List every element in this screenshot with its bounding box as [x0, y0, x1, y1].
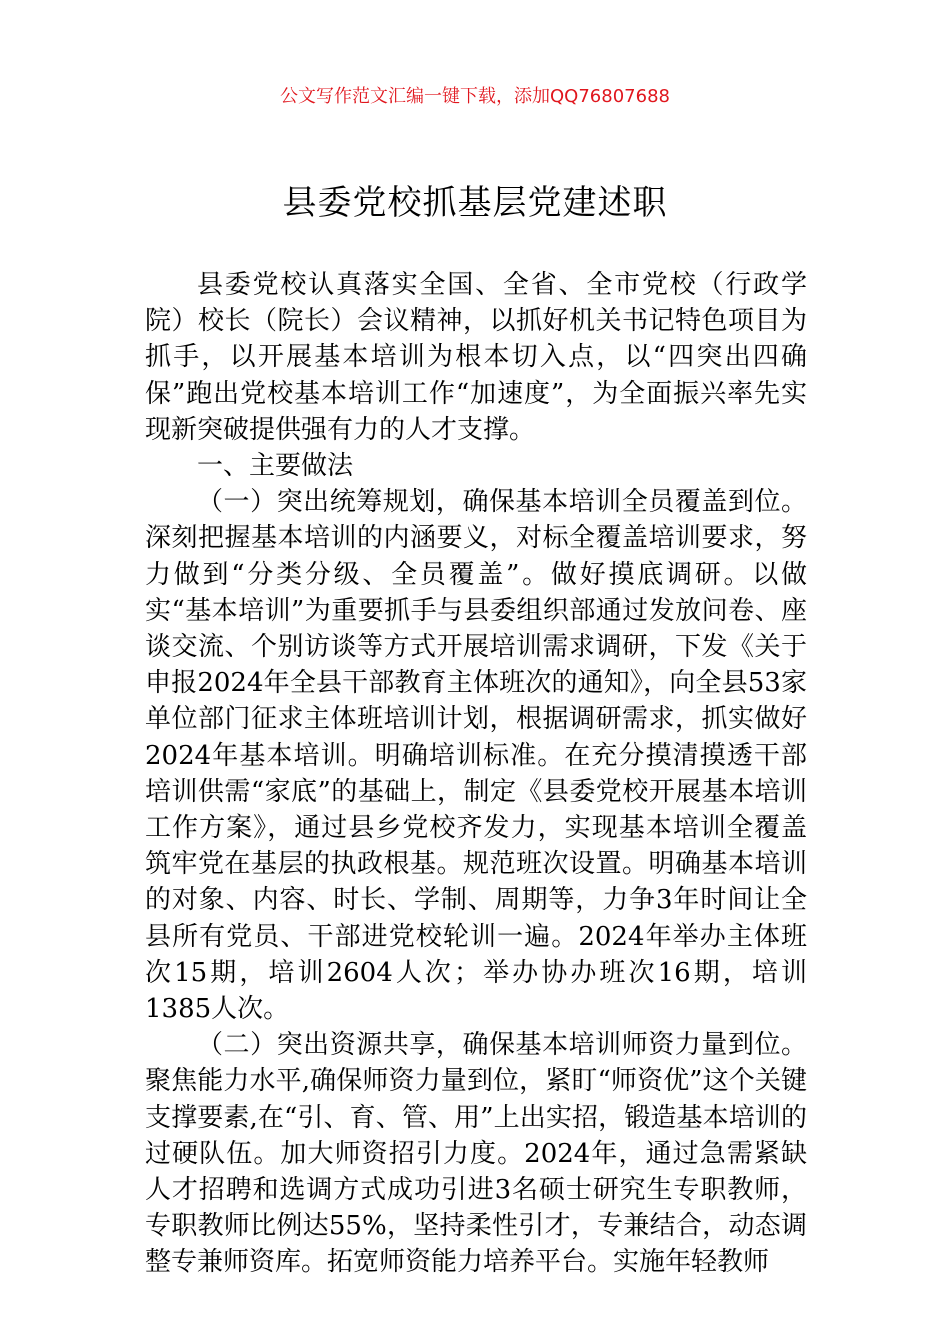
- promo-banner[interactable]: 公文写作范文汇编一键下载，添加QQ76807688: [280, 86, 670, 107]
- section-heading: 一、主要做法: [197, 451, 354, 482]
- intro-paragraph: 县委党校认真落实全国、全省、全市党校（行政学院）校长（院长）会议精神，以抓好机关书记特色项目为抓手，以开展基本培训为根本切入点，以“四突出四确保”跑出党校基本培训工作“加速度”，为全面振兴率先实现新突破提供强有力的人才支撑。: [145, 270, 807, 445]
- document-title: 县委党校抓基层党建述职: [282, 183, 668, 223]
- body-paragraph: （一）突出统筹规划，确保基本培训全员覆盖到位。深刻把握基本培训的内涵要义，对标全覆盖培训要求，努力做到“分类分级、全员覆盖”。做好摸底调研。以做实“基本培训”为重要抓手与县委组织部通过发放问卷、座谈交流、个别访谈等方式开展培训需求调研，下发《关于申报2024年全县干部教育主体班次的通知》，向全县53家单位部门征求主体班培训计划，根据调研需求，抓实做好2024年基本培训。明确培训标准。在充分摸清摸透干部培训供需“家底”的基础上，制定《县委党校开展基本培训工作方案》，通过县乡党校齐发力，实现基本培训全覆盖筑牢党在基层的执政根基。规范班次设置。明确基本培训的对象、内容、时长、学制、周期等，力争3年时间让全县所有党员、干部进党校轮训一遍。2024年举办主体班次15期，培训2604人次；举办协办班次16期，培训1385人次。: [145, 487, 807, 1025]
- document-body: [145, 267, 807, 1281]
- body-paragraph: （二）突出资源共享，确保基本培训师资力量到位。聚焦能力水平,确保师资力量到位，紧盯“师资优”这个关键支撑要素,在“引、育、管、用”上出实招，锻造基本培训的过硬队伍。加大师资招引力度。2024年，通过急需紧缺人才招聘和选调方式成功引进3名硕士研究生专职教师，专职教师比例达55%，坚持柔性引才，专兼结合，动态调整专兼师资库。拓宽师资能力培养平台。实施年轻教师: [145, 1030, 807, 1278]
